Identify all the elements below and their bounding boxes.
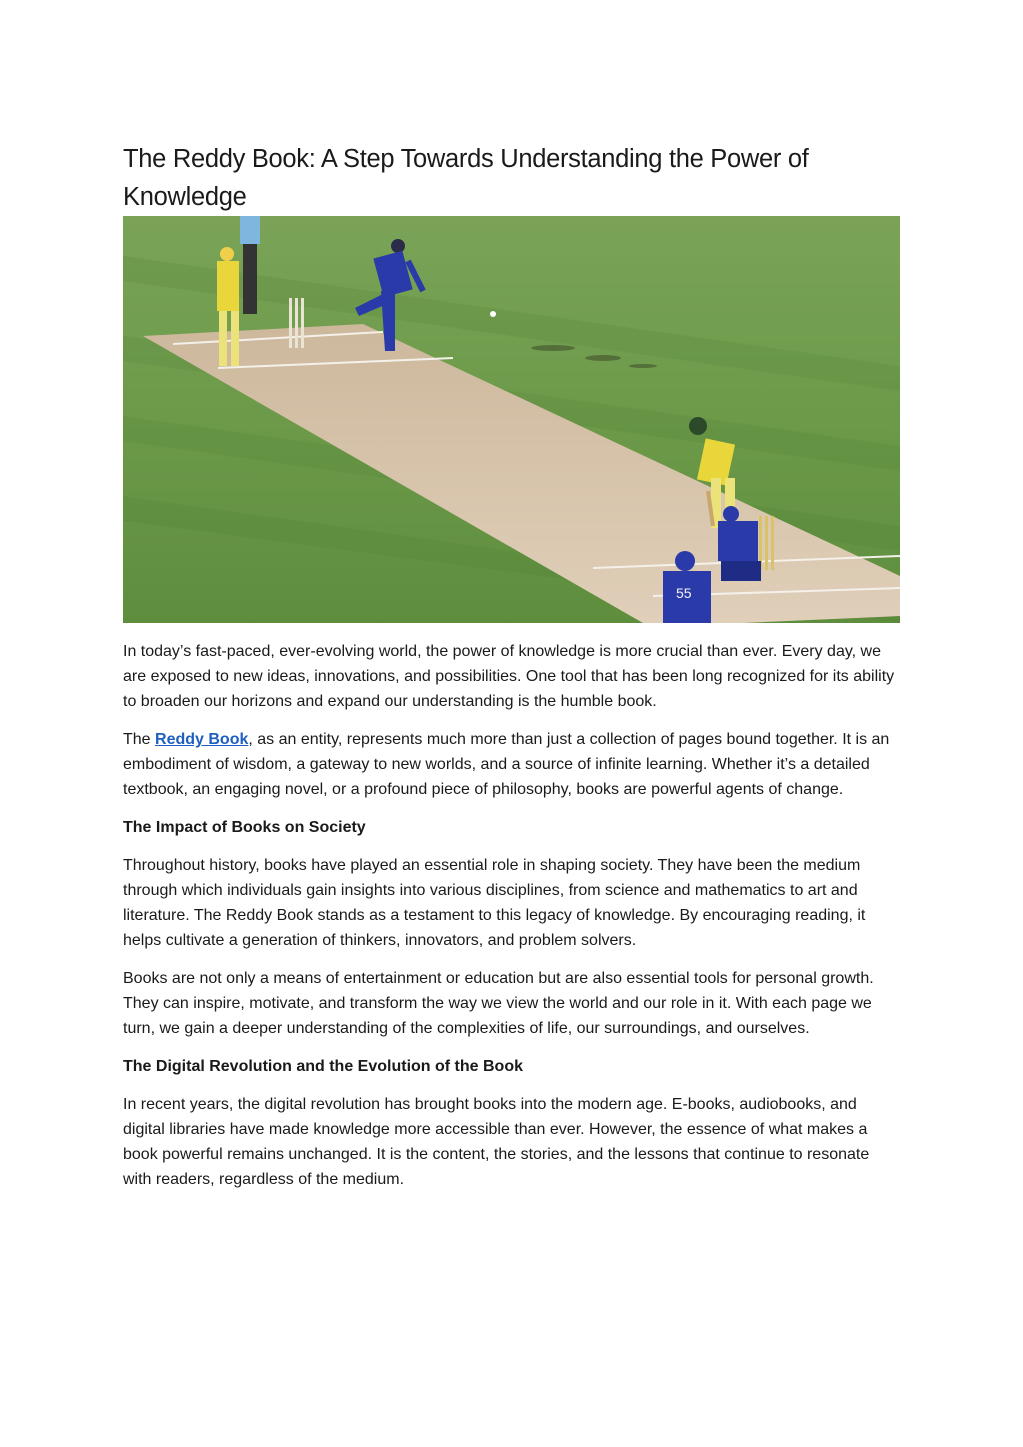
paragraph-intro: In today’s fast-paced, ever-evolving world, the power of knowledge is more crucial than ever. Every day, we are exposed to new ideas, innovations, and possibilities. One tool that has been long recognized for its ability to broaden our horizons and expand our understanding is the humble book. [123,643,895,710]
paragraph-prefix: The [123,731,156,748]
umpire-figure [240,216,260,314]
svg-text:55: 55 [676,585,692,601]
cricket-match-photo [123,216,900,623]
paragraph-history: Throughout history, books have played an essential role in shaping society. They have been the medium through which individuals gain insights into various disciplines, from science and mathematics to art and literature. The Reddy Book stands as a testament to this legacy of knowledge. By encouraging reading, it helps cultivate a generation of thinkers, innovators, and problem solvers. [123,857,866,949]
document-page [123,140,901,1192]
heading-digital-revolution: The Digital Revolution and the Evolution of the Book [123,1058,523,1075]
heading-impact-of-books: The Impact of Books on Society [123,819,366,836]
paragraph-reddy-book [123,727,901,802]
page-title: The Reddy Book: A Step Towards Understanding the Power of Knowledge [123,145,809,211]
cricket-ball [490,311,496,317]
paragraph-personal-growth: Books are not only a means of entertainment or education but are also essential tools for personal growth. They can inspire, motivate, and transform the way we view the world and our role in it. With each page we turn, we gain a deeper understanding of the complexities of life, our surroundings, and ourselves. [123,970,874,1037]
paragraph-digital: In recent years, the digital revolution has brought books into the modern age. E-books, audiobooks, and digital libraries have made knowledge more accessible than ever. However, the essence of what makes a book powerful remains unchanged. It is the content, the stories, and the lessons that continue to resonate with readers, regardless of the medium. [123,1096,870,1188]
reddy-book-link[interactable]: Reddy Book [155,731,249,748]
paragraph-rest: , as an entity, represents much more than just a collection of pages bound together. It is an embodiment of wisdom, a gateway to new worlds, and a source of infinite learning. Whether it’s a detailed textbook, an engaging novel, or a profound piece of philosophy, books are powerful agents of change. [123,731,890,798]
